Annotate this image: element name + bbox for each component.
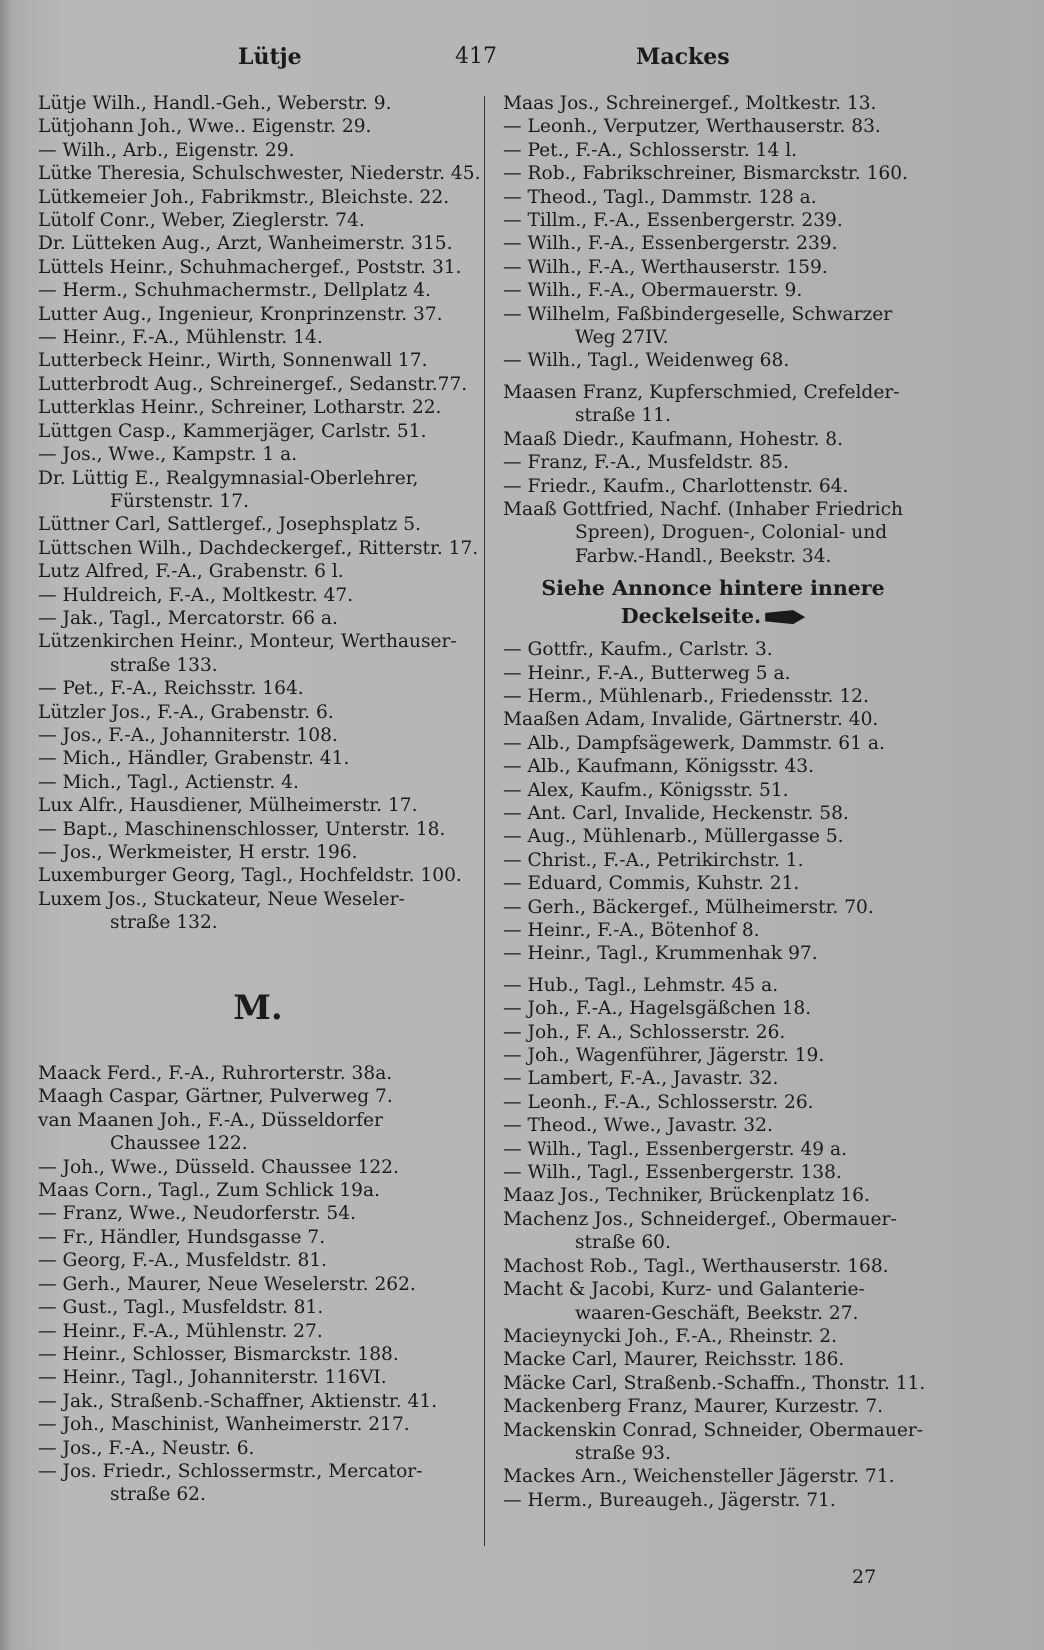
- directory-entry: Lützenkirchen Heinr., Monteur, Werthauser-: [38, 631, 457, 653]
- directory-entry: Lüttner Carl, Sattlergef., Josephsplatz 5.: [38, 514, 421, 536]
- directory-entry: — Tillm., F.-A., Essenbergerstr. 239.: [503, 210, 843, 232]
- directory-entry: straße 133.: [110, 654, 218, 676]
- directory-entry: Spreen), Droguen-, Colonial- und: [575, 522, 888, 544]
- directory-entry: — Joh., F.-A., Hagelsgäßchen 18.: [503, 998, 812, 1020]
- left-entries-m: [38, 1062, 468, 1507]
- directory-entry: — Rob., Fabrikschreiner, Bismarckstr. 160.: [503, 163, 908, 185]
- column-divider: [484, 96, 485, 1546]
- directory-entry: — Eduard, Commis, Kuhstr. 21.: [503, 873, 800, 895]
- directory-entry: Lüttels Heinr., Schuhmachergef., Poststr. 31.: [38, 256, 462, 278]
- directory-entry: Lüttschen Wilh., Dachdeckergef., Ritterstr. 17.: [38, 537, 479, 559]
- directory-entry: Mäcke Carl, Straßenb.-Schaffn., Thonstr. 11.: [503, 1372, 926, 1394]
- directory-entry: van Maanen Joh., F.-A., Düsseldorfer: [38, 1109, 383, 1131]
- directory-entry: Maas Corn., Tagl., Zum Schlick 19a.: [38, 1180, 381, 1202]
- directory-entry: Chaussee 122.: [110, 1133, 248, 1155]
- directory-entry: Luxemburger Georg, Tagl., Hochfeldstr. 100.: [38, 865, 462, 887]
- directory-entry: — Theod., Tagl., Dammstr. 128 a.: [503, 186, 817, 208]
- header-page-number: 417: [455, 44, 497, 69]
- directory-entry: Mackes Arn., Weichensteller Jägerstr. 71.: [503, 1466, 895, 1488]
- directory-entry: — Wilh., F.-A., Werthauserstr. 159.: [503, 256, 828, 278]
- directory-entry: — Pet., F.-A., Reichsstr. 164.: [38, 678, 304, 700]
- directory-entry: — Heinr., Tagl., Johanniterstr. 116VI.: [38, 1367, 387, 1389]
- notice-line-1: Siehe Annonce hintere innere: [541, 576, 885, 601]
- directory-entry: Mackenskin Conrad, Schneider, Obermauer-: [503, 1419, 924, 1441]
- directory-entry: waaren-Geschäft, Beekstr. 27.: [575, 1302, 859, 1324]
- directory-entry: Lütje Wilh., Handl.-Geh., Weberstr. 9.: [38, 93, 392, 114]
- directory-entry: — Franz, Wwe., Neudorferstr. 54.: [38, 1203, 356, 1225]
- advertisement-notice: [503, 574, 923, 630]
- directory-entry: — Herm., Schuhmachermstr., Dellplatz 4.: [38, 280, 431, 302]
- right-column: [503, 92, 926, 1512]
- directory-entry: Maack Ferd., F.-A., Ruhrorterstr. 38a.: [38, 1063, 393, 1085]
- directory-entry: — Joh., Wagenführer, Jägerstr. 19.: [503, 1045, 825, 1067]
- directory-entry: — Ant. Carl, Invalide, Heckenstr. 58.: [503, 802, 849, 824]
- directory-entry: straße 93.: [575, 1442, 671, 1464]
- directory-entry: — Wilh., Tagl., Weidenweg 68.: [503, 350, 790, 372]
- directory-entry: Maas Jos., Schreinergef., Moltkestr. 13.: [503, 93, 877, 114]
- directory-entry: Machenz Jos., Schneidergef., Obermauer-: [503, 1208, 897, 1230]
- directory-entry: — Bapt., Maschinenschlosser, Unterstr. 18.: [38, 818, 446, 840]
- directory-entry: — Theod., Wwe., Javastr. 32.: [503, 1115, 773, 1137]
- directory-entry: — Joh., F. A., Schlosserstr. 26.: [503, 1021, 786, 1043]
- directory-entry: Lutter Aug., Ingenieur, Kronprinzenstr. 37.: [38, 303, 443, 325]
- directory-entry: — Jos., Werkmeister, H erstr. 196.: [38, 842, 358, 863]
- directory-entry: Macht & Jacobi, Kurz- und Galanterie-: [503, 1279, 865, 1301]
- page-header: [0, 38, 1044, 78]
- directory-entry: Lütjohann Joh., Wwe.. Eigenstr. 29.: [38, 116, 372, 138]
- directory-entry: Lux Alfr., Hausdiener, Mülheimerstr. 17.: [38, 795, 418, 817]
- directory-entry: — Lambert, F.-A., Javastr. 32.: [503, 1068, 779, 1090]
- directory-entry: Luxem Jos., Stuckateur, Neue Weseler-: [38, 888, 405, 910]
- directory-entry: — Pet., F.-A., Schlosserstr. 14 l.: [503, 139, 798, 161]
- directory-entry: Lüttgen Casp., Kammerjäger, Carlstr. 51.: [38, 420, 427, 442]
- directory-entry: — Mich., Händler, Grabenstr. 41.: [38, 748, 350, 770]
- directory-entry: — Joh., Maschinist, Wanheimerstr. 217.: [38, 1414, 410, 1436]
- directory-entry: — Fr., Händler, Hundsgasse 7.: [38, 1226, 326, 1248]
- notice-line-2: [503, 602, 923, 630]
- directory-entry: Lutz Alfred, F.-A., Grabenstr. 6 l.: [38, 561, 344, 583]
- directory-entry: — Joh., Wwe., Düsseld. Chaussee 122.: [38, 1156, 399, 1178]
- signature-number: 27: [852, 1566, 877, 1588]
- directory-entry: Lützler Jos., F.-A., Grabenstr. 6.: [38, 701, 334, 723]
- directory-entry: — Gust., Tagl., Musfeldstr. 81.: [38, 1297, 324, 1319]
- directory-entry: Lutterbeck Heinr., Wirth, Sonnenwall 17.: [38, 350, 428, 372]
- directory-entry: — Gottfr., Kaufm., Carlstr. 3.: [503, 639, 773, 661]
- directory-entry: Lütolf Conr., Weber, Zieglerstr. 74.: [38, 210, 365, 232]
- right-entries-bottom: [503, 638, 926, 1512]
- directory-entry: — Hub., Tagl., Lehmstr. 45 a.: [503, 974, 779, 996]
- directory-entry: — Georg, F.-A., Musfeldstr. 81.: [38, 1250, 328, 1272]
- header-last-name: Mackes: [636, 44, 730, 70]
- header-first-name: Lütje: [238, 44, 302, 70]
- directory-entry: Maaßen Adam, Invalide, Gärtnerstr. 40.: [503, 709, 879, 731]
- directory-entry: Dr. Lütteken Aug., Arzt, Wanheimerstr. 315.: [38, 233, 453, 255]
- directory-entry: Maasen Franz, Kupferschmied, Crefelder-: [503, 381, 900, 403]
- directory-entry: — Leonh., F.-A., Schlosserstr. 26.: [503, 1091, 814, 1113]
- directory-entry: — Heinr., F.-A., Bötenhof 8.: [503, 920, 760, 941]
- notice-line-2-text: Deckelseite.: [620, 604, 762, 629]
- directory-entry: straße 11.: [575, 405, 671, 427]
- directory-entry: Lutterklas Heinr., Schreiner, Lotharstr. 22.: [38, 397, 442, 419]
- directory-entry: Mackenberg Franz, Maurer, Kurzestr. 7.: [503, 1396, 884, 1418]
- directory-entry: Farbw.-Handl., Beekstr. 34.: [575, 545, 832, 567]
- directory-entry: — Gerh., Bäckergef., Mülheimerstr. 70.: [503, 896, 874, 918]
- directory-entry: — Heinr., F.-A., Mühlenstr. 27.: [38, 1320, 323, 1342]
- directory-entry: Lütke Theresia, Schulschwester, Niederstr. 45.: [38, 163, 481, 185]
- directory-entry: — Heinr., Schlosser, Bismarckstr. 188.: [38, 1343, 399, 1365]
- directory-entry: — Jos. Friedr., Schlossermstr., Mercator-: [38, 1460, 423, 1482]
- directory-entry: — Jos., Wwe., Kampstr. 1 a.: [38, 444, 298, 466]
- directory-entry: — Jak., Tagl., Mercatorstr. 66 a.: [38, 607, 338, 629]
- directory-entry: straße 62.: [110, 1484, 206, 1506]
- directory-entry: — Jos., F.-A., Johanniterstr. 108.: [38, 724, 338, 746]
- directory-entry: Machost Rob., Tagl., Werthauserstr. 168.: [503, 1255, 889, 1277]
- directory-entry: — Franz, F.-A., Musfeldstr. 85.: [503, 452, 789, 474]
- directory-entry: — Wilh., Tagl., Essenbergerstr. 49 a.: [503, 1138, 847, 1160]
- directory-entry: Macke Carl, Maurer, Reichsstr. 186.: [503, 1349, 845, 1371]
- directory-entry: Maaß Diedr., Kaufmann, Hohestr. 8.: [503, 428, 844, 450]
- page-edge-shadow: [0, 0, 12, 1650]
- directory-entry: — Jos., F.-A., Neustr. 6.: [38, 1437, 255, 1459]
- left-column: [38, 92, 481, 1507]
- right-entries-top: [503, 92, 923, 568]
- directory-entry: straße 60.: [575, 1232, 671, 1254]
- directory-entry: — Alb., Kaufmann, Königsstr. 43.: [503, 756, 815, 778]
- directory-entry: — Huldreich, F.-A., Moltkestr. 47.: [38, 584, 354, 606]
- directory-entry: Maagh Caspar, Gärtner, Pulverweg 7.: [38, 1086, 393, 1108]
- directory-entry: — Herm., Bureaugeh., Jägerstr. 71.: [503, 1489, 836, 1511]
- directory-entry: — Jak., Straßenb.-Schaffner, Aktienstr. 41.: [38, 1390, 438, 1412]
- directory-entry: — Heinr., Tagl., Krummenhak 97.: [503, 943, 818, 965]
- directory-entry: — Heinr., F.-A., Butterweg 5 a.: [503, 662, 791, 684]
- directory-entry: — Gerh., Maurer, Neue Weselerstr. 262.: [38, 1273, 416, 1295]
- directory-entry: Lutterbrodt Aug., Schreinergef., Sedanstr.77.: [38, 373, 468, 395]
- directory-entry: Fürstenstr. 17.: [110, 490, 250, 512]
- directory-entry: — Alb., Dampfsägewerk, Dammstr. 61 a.: [503, 732, 885, 754]
- directory-entry: — Alex, Kaufm., Königsstr. 51.: [503, 779, 789, 801]
- directory-entry: Maaß Gottfried, Nachf. (Inhaber Friedrich: [503, 498, 903, 520]
- pointing-hand-icon: [765, 610, 805, 624]
- directory-entry: Weg 27IV.: [575, 327, 669, 349]
- directory-entry: Maaz Jos., Techniker, Brückenplatz 16.: [503, 1185, 870, 1207]
- directory-entry: — Heinr., F.-A., Mühlenstr. 14.: [38, 327, 323, 349]
- directory-entry: — Wilh., Tagl., Essenbergerstr. 138.: [503, 1162, 842, 1184]
- directory-entry: straße 132.: [110, 912, 218, 934]
- directory-entry: — Aug., Mühlenarb., Müllergasse 5.: [503, 826, 844, 848]
- directory-entry: Dr. Lüttig E., Realgymnasial-Oberlehrer,: [38, 467, 419, 489]
- directory-entry: — Wilhelm, Faßbindergeselle, Schwarzer: [503, 303, 893, 325]
- section-letter-m: M.: [233, 987, 283, 1028]
- directory-entry: — Mich., Tagl., Actienstr. 4.: [38, 771, 299, 793]
- directory-entry: — Leonh., Verputzer, Werthauserstr. 83.: [503, 116, 881, 138]
- directory-entry: — Friedr., Kaufm., Charlottenstr. 64.: [503, 475, 849, 497]
- directory-entry: — Wilh., Arb., Eigenstr. 29.: [38, 139, 295, 161]
- directory-entry: — Herm., Mühlenarb., Friedensstr. 12.: [503, 685, 869, 707]
- left-entries-l: [38, 92, 481, 935]
- directory-entry: — Wilh., F.-A., Essenbergerstr. 239.: [503, 233, 838, 255]
- directory-entry: Lütkemeier Joh., Fabrikmstr., Bleichste. 22.: [38, 186, 450, 208]
- directory-entry: Macieynycki Joh., F.-A., Rheinstr. 2.: [503, 1325, 838, 1347]
- directory-entry: — Christ., F.-A., Petrikirchstr. 1.: [503, 849, 804, 871]
- directory-entry: — Wilh., F.-A., Obermauerstr. 9.: [503, 280, 803, 302]
